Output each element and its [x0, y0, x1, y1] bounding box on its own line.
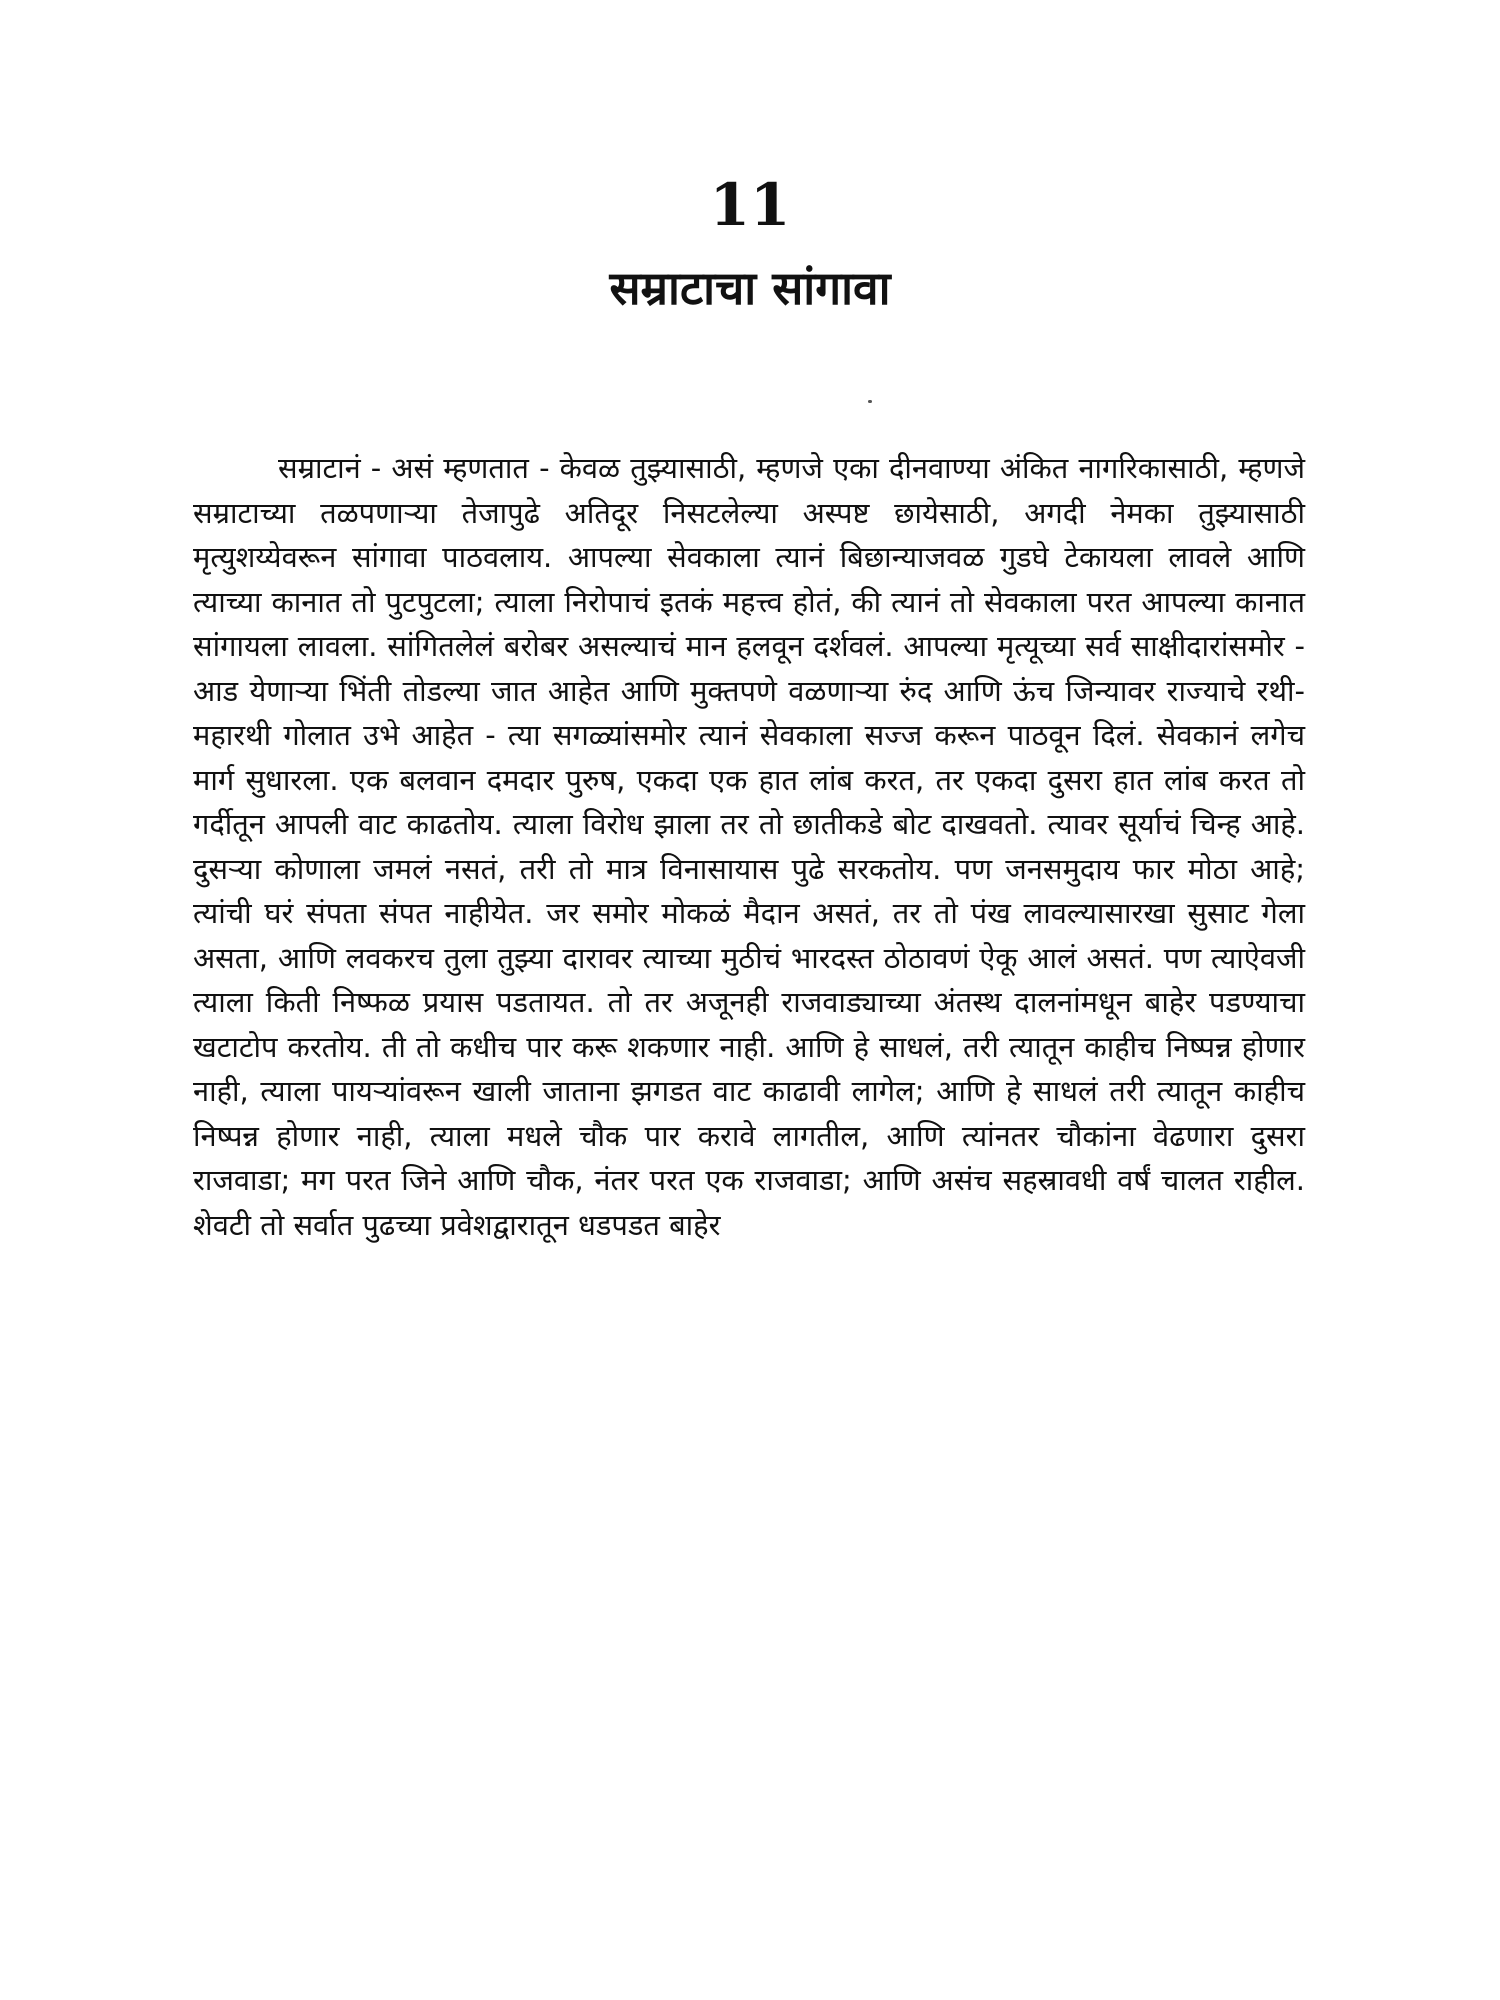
body-paragraph: सम्राटानं - असं म्हणतात - केवळ तुझ्यासाठी, म्हणजे एका दीनवाण्या अंकित नागरिकासाठी, म्हणजे सम्राटाच्या तळपणाऱ्या तेजापुढे अतिदूर निसटलेल्या अस्पष्ट छायेसाठी, अगदी नेमका तुझ्यासाठी मृत्युशय्येवरून सांगावा पाठवलाय. आपल्या सेवकाला त्यानं बिछान्याजवळ गुडघे टेकायला लावले आणि त्याच्या कानात तो पुटपुटला; त्याला निरोपाचं इतकं महत्त्व होतं, की त्यानं तो सेवकाला परत आपल्या कानात सांगायला लावला. सांगितलेलं बरोबर असल्याचं मान हलवून दर्शवलं. आपल्या मृत्यूच्या सर्व साक्षीदारांसमोर - आड येणाऱ्या भिंती तोडल्या जात आहेत आणि मुक्तपणे वळणाऱ्या रुंद आणि ऊंच जिन्यावर राज्याचे रथी-महारथी गोलात उभे आहेत - त्या सगळ्यांसमोर त्यानं सेवकाला सज्ज करून पाठवून दिलं. सेवकानं लगेच मार्ग सुधारला. एक बलवान दमदार पुरुष, एकदा एक हात लांब करत, तर एकदा दुसरा हात लांब करत तो गर्दीतून आपली वाट काढतोय. त्याला विरोध झाला तर तो छातीकडे बोट दाखवतो. त्यावर सूर्याचं चिन्ह आहे. दुसऱ्या कोणाला जमलं नसतं, तरी तो मात्र विनासायास पुढे सरकतोय. पण जनसमुदाय फार मोठा आहे; त्यांची घरं संपता संपत नाहीयेत. जर समोर मोकळं मैदान असतं, तर तो पंख लावल्यासारखा सुसाट गेला असता, आणि लवकरच तुला तुझ्या दारावर त्याच्या मुठीचं भारदस्त ठोठावणं ऐकू आलं असतं. पण त्याऐवजी त्याला किती निष्फळ प्रयास पडतायत. तो तर अजूनही राजवाड्याच्या अंतस्थ दालनांमधून बाहेर पडण्याचा खटाटोप करतोय. ती तो कधीच पार करू शकणार नाही. आणि हे साधलं, तरी त्यातून काहीच निष्पन्न होणार नाही, त्याला पायऱ्यांवरून खाली जाताना झगडत वाट काढावी लागेल; आणि हे साधलं तरी त्यातून काहीच निष्पन्न होणार नाही, त्याला मधले चौक पार करावे लागतील, आणि त्यांनतर चौकांना वेढणारा दुसरा राजवाडा; मग परत जिने आणि चौक, नंतर परत एक राजवाडा; आणि असंच सहस्रावधी वर्षं चालत राहील. शेवटी तो सर्वात पुढच्या प्रवेशद्वारातून धडपडत बाहेर	[193, 451, 1305, 1242]
chapter-title: सम्राटाचा सांगावा	[609, 261, 891, 315]
print-speck	[868, 400, 872, 403]
chapter-number: 11	[709, 171, 791, 239]
